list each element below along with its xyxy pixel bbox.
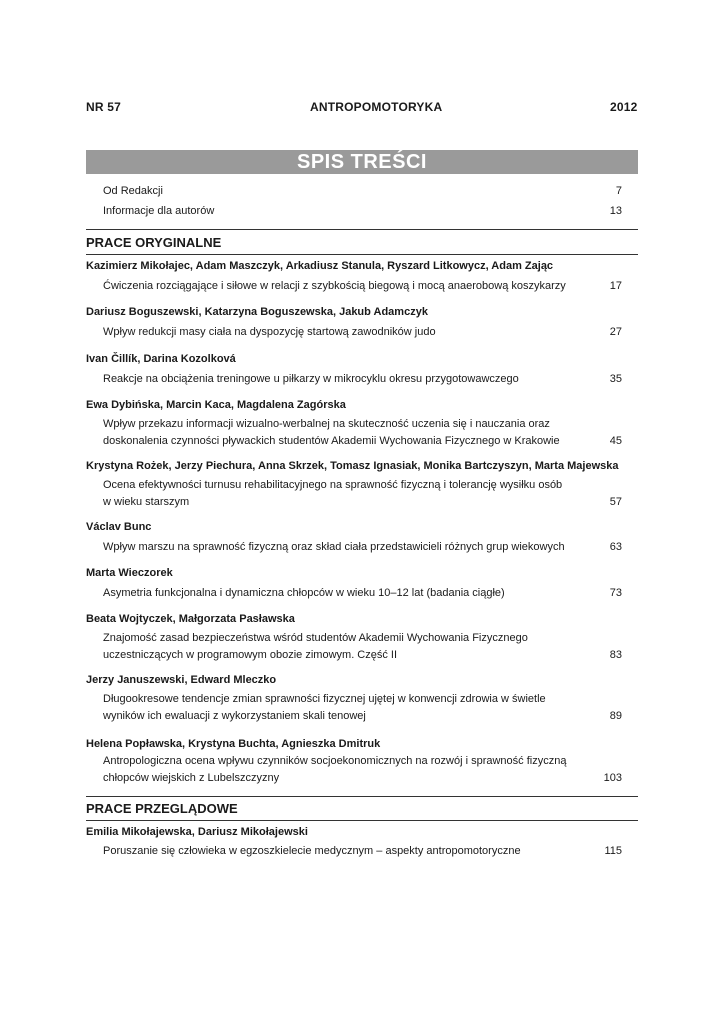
toc-entry <box>103 753 622 787</box>
toc-entry <box>103 371 622 388</box>
entry-page: 27 <box>609 326 622 338</box>
entry-title: Od Redakcji <box>103 185 163 197</box>
toc-entry <box>103 324 622 341</box>
entry-page: 83 <box>609 649 622 661</box>
section-heading: PRACE PRZEGLĄDOWE <box>86 801 238 816</box>
toc-entry <box>103 477 622 511</box>
toc-front-entry <box>103 203 622 220</box>
toc-entry <box>103 539 622 556</box>
entry-title: Reakcje na obciążenia treningowe u piłkarzy w mikrocyklu okresu przygotowawczego <box>103 373 519 385</box>
entry-authors: Emilia Mikołajewska, Dariusz Mikołajewski <box>86 826 308 838</box>
toc-entry <box>103 691 622 725</box>
entry-authors: Ewa Dybińska, Marcin Kaca, Magdalena Zagórska <box>86 399 346 411</box>
entry-page: 35 <box>609 373 622 385</box>
issue-number: NR 57 <box>86 100 122 114</box>
entry-title: Asymetria funkcjonalna i dynamiczna chłopców w wieku 10–12 lat (badania ciągłe) <box>103 587 505 599</box>
entry-authors: Helena Popławska, Krystyna Buchta, Agnieszka Dmitruk <box>86 738 381 750</box>
entry-page: 115 <box>604 845 622 857</box>
entry-authors: Beata Wojtyczek, Małgorzata Pasławska <box>86 613 295 625</box>
entry-authors: Ivan Čillík, Darina Kozolková <box>86 353 236 365</box>
entry-page: 17 <box>609 280 622 292</box>
toc-entry <box>103 585 622 602</box>
section-heading: PRACE ORYGINALNE <box>86 235 222 250</box>
toc-banner: SPIS TREŚCI <box>86 150 638 174</box>
entry-title: Antropologiczna ocena wpływu czynników socjoekonomicznych na rozwój i sprawność fizyczną chłopców wiejskich z Lubelszczyzny <box>103 755 567 784</box>
section-rule <box>86 229 638 230</box>
entry-page: 45 <box>609 435 622 447</box>
entry-page: 7 <box>615 185 622 197</box>
entry-page: 73 <box>609 587 622 599</box>
toc-entry <box>103 630 622 664</box>
entry-title: Ocena efektywności turnusu rehabilitacyjnego na sprawność fizyczną i tolerancję wysiłku osób w wieku starszym <box>103 479 563 508</box>
entry-authors: Krystyna Rożek, Jerzy Piechura, Anna Skrzek, Tomasz Ignasiak, Monika Bartczyszyn, Marta Majewska <box>86 460 619 472</box>
entry-page: 57 <box>609 496 622 508</box>
entry-page: 13 <box>609 205 622 217</box>
entry-title: Długookresowe tendencje zmian sprawności fizycznej ujętej w konwencji zdrowia w świetle wyników ich ewaluacji z wykorzystaniem skali tenowej <box>103 693 546 722</box>
toc-entry <box>103 278 622 295</box>
entry-authors: Dariusz Boguszewski, Katarzyna Boguszewska, Jakub Adamczyk <box>86 306 428 318</box>
section-rule <box>86 254 638 255</box>
entry-title: Ćwiczenia rozciągające i siłowe w relacji z szybkością biegową i mocą anaerobową koszykarzy <box>103 280 566 292</box>
journal-name: ANTROPOMOTORYKA <box>310 100 443 114</box>
entry-authors: Václav Bunc <box>86 521 152 533</box>
entry-title: Poruszanie się człowieka w egzoszkielecie medycznym – aspekty antropomotoryczne <box>103 845 521 857</box>
entry-title: Wpływ marszu na sprawność fizyczną oraz skład ciała przedstawicieli różnych grup wiekowych <box>103 541 565 553</box>
entry-title: Wpływ przekazu informacji wizualno-werbalnej na skuteczność uczenia się i nauczania oraz doskonalenia czynności pływackich studentów Akademii Wychowania Fizycznego w Krakowie <box>103 418 560 447</box>
toc-front-entry <box>103 183 622 200</box>
entry-page: 103 <box>603 772 622 784</box>
entry-page: 89 <box>609 710 622 722</box>
section-rule <box>86 796 638 797</box>
entry-title: Wpływ redukcji masy ciała na dyspozycję startową zawodników judo <box>103 326 436 338</box>
entry-authors: Marta Wieczorek <box>86 567 173 579</box>
entry-page: 63 <box>609 541 622 553</box>
entry-authors: Kazimierz Mikołajec, Adam Maszczyk, Arkadiusz Stanula, Ryszard Litkowycz, Adam Zając <box>86 260 554 272</box>
issue-year: 2012 <box>610 100 638 114</box>
entry-title: Znajomość zasad bezpieczeństwa wśród studentów Akademii Wychowania Fizycznego uczestniczących w programowym obozie zimowym. Część II <box>103 632 528 661</box>
entry-authors: Jerzy Januszewski, Edward Mleczko <box>86 674 277 686</box>
section-rule <box>86 820 638 821</box>
toc-entry <box>103 843 622 860</box>
entry-title: Informacje dla autorów <box>103 205 215 217</box>
toc-entry <box>103 416 622 450</box>
